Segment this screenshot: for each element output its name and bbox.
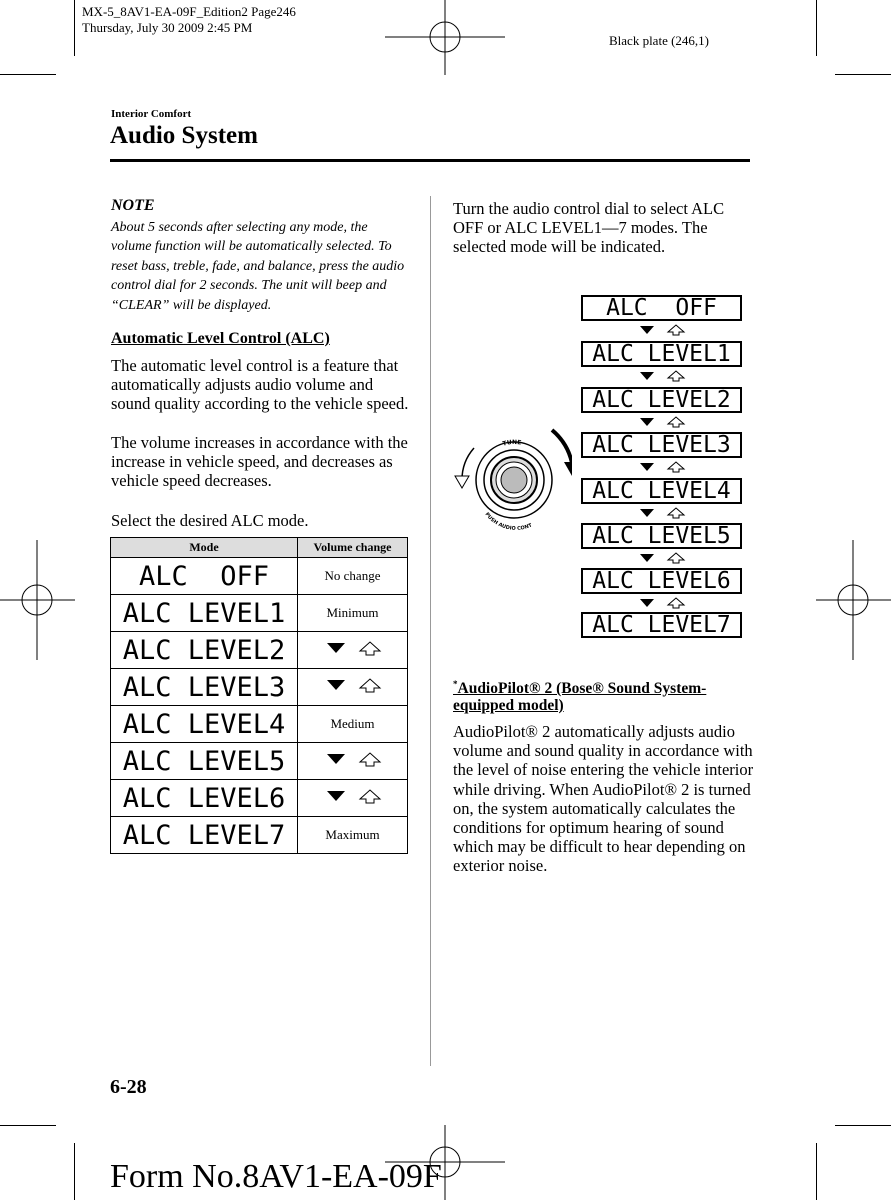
- table-row: [111, 780, 408, 817]
- table-row: [111, 743, 408, 780]
- crop-mark: [0, 1125, 56, 1126]
- mode-cell: ALC LEVEL2: [111, 632, 298, 669]
- audiopilot-heading-line-1: *AudioPilot® 2 (Bose® Sound System-: [453, 679, 707, 698]
- model-asterisk: *: [453, 679, 458, 689]
- mode-cell: ALC LEVEL5: [111, 743, 298, 780]
- registration-mark-top: [385, 0, 505, 75]
- volume-change-arrows: [298, 780, 408, 817]
- down-up-arrows-icon: [323, 638, 383, 658]
- table-header-mode: Mode: [111, 538, 298, 558]
- lcd-display: ALC LEVEL3: [581, 432, 742, 458]
- print-header-plate: Black plate (246,1): [609, 33, 709, 48]
- mode-cell: ALC LEVEL7: [111, 817, 298, 854]
- mode-cell: ALC OFF: [111, 558, 298, 595]
- lcd-display: ALC OFF: [581, 295, 742, 321]
- mode-cell: ALC LEVEL6: [111, 780, 298, 817]
- down-up-arrows-icon: [638, 323, 688, 337]
- table-header-volume-change: Volume change: [298, 538, 408, 558]
- volume-change-arrows: [298, 743, 408, 780]
- section-label: Interior Comfort: [111, 108, 192, 120]
- audiopilot-body: AudioPilot® 2 automatically adjusts audio volume and sound quality in accordance with the level of noise entering the vehicle interior while driving. When AudioPilot® 2 is turned on, the system automatically calculates the conditions for optimum hearing of sound which may be difficult to hear depending on exterior noise.: [453, 722, 754, 876]
- down-up-arrows-icon: [323, 786, 383, 806]
- title-rule: [110, 159, 750, 162]
- print-header-date: Thursday, July 30 2009 2:45 PM: [82, 20, 253, 35]
- volume-change-arrows: [298, 632, 408, 669]
- volume-change-cell: Maximum: [298, 817, 408, 854]
- alc-select-text: Select the desired ALC mode.: [111, 511, 309, 530]
- intro-text: Turn the audio control dial to select ALC OFF or ALC LEVEL1—7 modes. The selected mode will be indicated.: [453, 199, 725, 257]
- table-row: [111, 595, 408, 632]
- down-up-arrows-icon: [638, 415, 688, 429]
- crop-mark: [0, 74, 56, 75]
- lcd-display: ALC LEVEL5: [581, 523, 742, 549]
- form-number: Form No.8AV1-EA-09F: [110, 1158, 442, 1195]
- down-up-arrows-icon: [638, 369, 688, 383]
- volume-change-arrows: [298, 669, 408, 706]
- page-number: 6-28: [110, 1076, 147, 1098]
- alc-paragraph-1: The automatic level control is a feature that automatically adjusts audio volume and sound quality according to the vehicle speed.: [111, 356, 409, 414]
- crop-mark: [835, 1125, 891, 1126]
- table-row: [111, 669, 408, 706]
- crop-mark: [816, 1143, 817, 1200]
- mode-cell: ALC LEVEL1: [111, 595, 298, 632]
- table-row: [111, 706, 408, 743]
- lcd-display: ALC LEVEL2: [581, 387, 742, 413]
- note-title: NOTE: [111, 197, 155, 214]
- volume-change-cell: Medium: [298, 706, 408, 743]
- lcd-display: ALC LEVEL4: [581, 478, 742, 504]
- alc-paragraph-2: The volume increases in accordance with the increase in vehicle speed, and decreases as vehicle speed decreases.: [111, 433, 408, 491]
- table-row: [111, 558, 408, 595]
- dial-push-label: PUSH AUDIO CONT: [483, 511, 534, 532]
- audiopilot-heading-line-2: equipped model): [453, 697, 564, 714]
- registration-mark-right: [816, 540, 891, 660]
- table-row: [111, 817, 408, 854]
- column-divider: [430, 196, 431, 1066]
- down-up-arrows-icon: [638, 551, 688, 565]
- note-body: About 5 seconds after selecting any mode, the volume function will be automatically selected. To reset bass, treble, fade, and balance, press the audio control dial for 2 seconds. The unit will beep and “CLEAR” will be displayed.: [111, 220, 405, 313]
- lcd-display: ALC LEVEL6: [581, 568, 742, 594]
- registration-mark-left: [0, 540, 75, 660]
- crop-mark: [835, 74, 891, 75]
- crop-mark: [74, 1143, 75, 1200]
- mode-cell: ALC LEVEL3: [111, 669, 298, 706]
- down-up-arrows-icon: [638, 596, 688, 610]
- volume-change-cell: No change: [298, 558, 408, 595]
- mode-cell: ALC LEVEL4: [111, 706, 298, 743]
- alc-mode-table: [110, 537, 408, 854]
- table-row: [111, 632, 408, 669]
- crop-mark: [74, 0, 75, 56]
- alc-heading: Automatic Level Control (ALC): [111, 330, 330, 347]
- audio-control-dial-icon: [452, 418, 572, 538]
- down-up-arrows-icon: [323, 675, 383, 695]
- lcd-display: ALC LEVEL1: [581, 341, 742, 367]
- down-up-arrows-icon: [323, 749, 383, 769]
- page-title: Audio System: [110, 122, 258, 149]
- dial-tune-label: TUNE: [501, 438, 522, 448]
- down-up-arrows-icon: [638, 460, 688, 474]
- crop-mark: [816, 0, 817, 56]
- volume-change-cell: Minimum: [298, 595, 408, 632]
- lcd-display: ALC LEVEL7: [581, 612, 742, 638]
- print-header-file: MX-5_8AV1-EA-09F_Edition2 Page246: [82, 4, 296, 19]
- down-up-arrows-icon: [638, 506, 688, 520]
